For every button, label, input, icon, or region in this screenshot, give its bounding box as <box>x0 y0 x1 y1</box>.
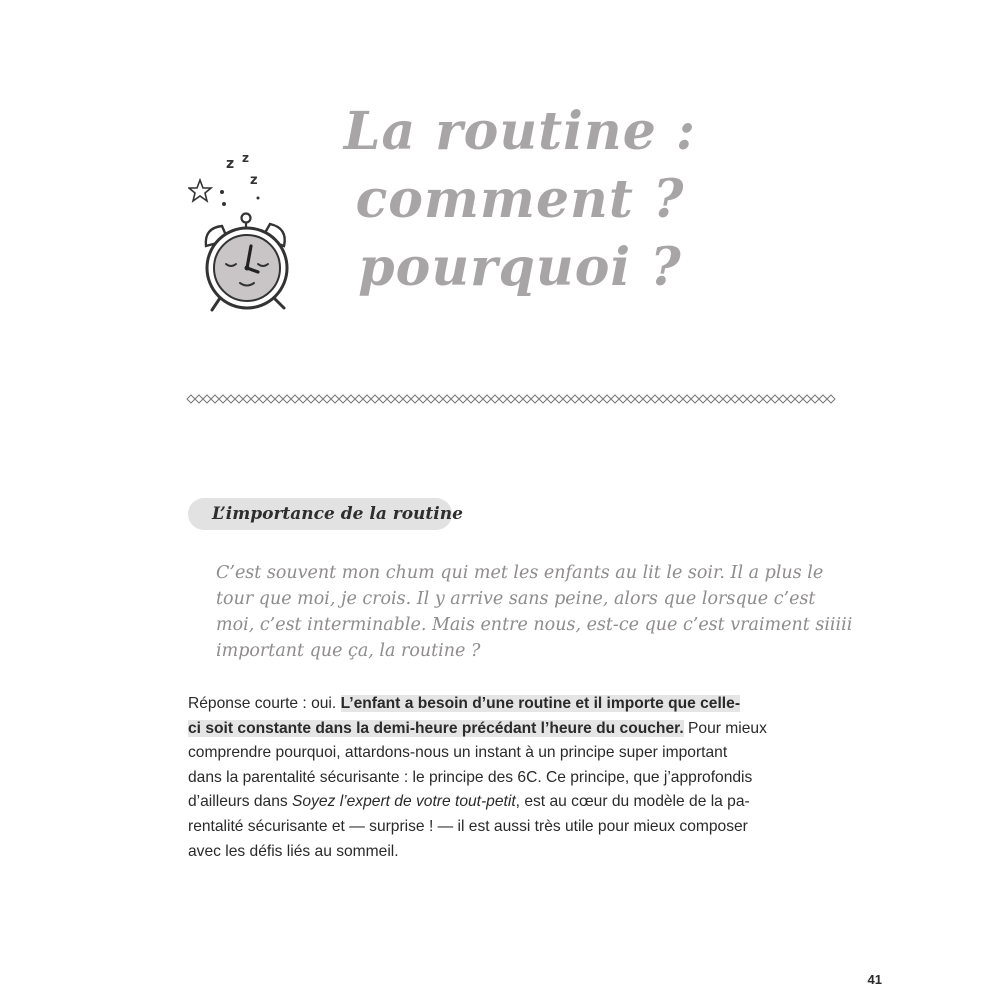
divider-diamond <box>515 395 523 403</box>
svg-text:z: z <box>250 173 258 188</box>
divider-diamond <box>699 395 707 403</box>
divider-diamond <box>315 395 323 403</box>
divider-diamond <box>267 395 275 403</box>
zzz-icon: z <box>226 156 235 172</box>
divider-diamond <box>411 395 419 403</box>
divider-diamond <box>547 395 555 403</box>
divider-diamond <box>211 395 219 403</box>
divider-diamond <box>795 395 803 403</box>
divider-diamond <box>419 395 427 403</box>
divider-diamond <box>387 395 395 403</box>
divider-diamond <box>307 395 315 403</box>
divider-diamond <box>459 395 467 403</box>
divider-diamond <box>691 395 699 403</box>
divider-diamond <box>283 395 291 403</box>
divider-diamond <box>539 395 547 403</box>
divider-diamond <box>787 395 795 403</box>
body-line-3: comprendre pourquoi, attardons-nous un instant à un principe super important <box>188 744 728 762</box>
divider-diamond <box>499 395 507 403</box>
divider-diamond <box>483 395 491 403</box>
divider-diamond <box>251 395 259 403</box>
divider-diamond <box>571 395 579 403</box>
body-paragraph <box>188 692 838 864</box>
quote-line: tour que moi, je crois. Il y arrive sans peine, alors que lorsque c’est <box>216 589 816 609</box>
section-heading-text: L’importance de la routine <box>212 504 463 524</box>
divider-diamond <box>755 395 763 403</box>
divider-diamond <box>739 395 747 403</box>
divider-diamond <box>819 395 827 403</box>
divider-diamond <box>643 395 651 403</box>
divider-diamond <box>595 395 603 403</box>
divider-diamond <box>347 395 355 403</box>
divider-diamond <box>555 395 563 403</box>
divider-diamond <box>435 395 443 403</box>
divider-diamond <box>659 395 667 403</box>
svg-text:z: z <box>242 151 249 165</box>
sleeping-alarm-clock-icon <box>188 150 303 325</box>
divider-diamond <box>355 395 363 403</box>
divider-diamond <box>715 395 723 403</box>
divider-diamond <box>299 395 307 403</box>
divider-diamond <box>627 395 635 403</box>
divider-diamond <box>427 395 435 403</box>
divider-diamond <box>339 395 347 403</box>
divider-diamond <box>683 395 691 403</box>
divider-diamond <box>203 395 211 403</box>
divider-diamond <box>467 395 475 403</box>
divider-diamond <box>195 395 203 403</box>
divider-diamond <box>827 395 835 403</box>
body-line-2: ci soit constante dans la demi-heure précédant l’heure du coucher. Pour mieux <box>188 719 767 737</box>
divider-diamond <box>235 395 243 403</box>
divider-diamond <box>395 395 403 403</box>
divider-diamond <box>587 395 595 403</box>
divider-diamond <box>451 395 459 403</box>
divider-diamond <box>763 395 771 403</box>
highlighted-text: L’enfant a besoin d’une routine et il importe que celle- <box>340 695 741 712</box>
divider-diamond <box>675 395 683 403</box>
chapter-title <box>300 98 740 302</box>
divider-diamond <box>619 395 627 403</box>
divider-diamond <box>259 395 267 403</box>
divider-diamond <box>443 395 451 403</box>
divider-diamond <box>667 395 675 403</box>
divider-diamond <box>779 395 787 403</box>
parent-quote <box>216 560 853 664</box>
divider-diamond <box>219 395 227 403</box>
divider-diamond <box>187 395 195 403</box>
divider-diamond <box>803 395 811 403</box>
title-line-3: pourquoi ? <box>358 237 682 298</box>
decorative-divider <box>186 391 836 407</box>
divider-diamond <box>635 395 643 403</box>
divider-diamond <box>651 395 659 403</box>
page-number: 41 <box>867 972 882 987</box>
divider-diamond <box>363 395 371 403</box>
divider-diamond <box>611 395 619 403</box>
divider-diamond <box>227 395 235 403</box>
body-line-7: avec les défis liés au sommeil. <box>188 842 399 860</box>
divider-diamond <box>603 395 611 403</box>
body-line-1: Réponse courte : oui. L’enfant a besoin d’une routine et il importe que celle- <box>188 695 741 712</box>
divider-diamond <box>707 395 715 403</box>
section-heading <box>188 498 463 530</box>
divider-diamond <box>323 395 331 403</box>
divider-diamond <box>491 395 499 403</box>
body-line-6: rentalité sécurisante et — surprise ! — il est aussi très utile pour mieux composer <box>188 817 748 835</box>
divider-diamond <box>331 395 339 403</box>
divider-diamond <box>723 395 731 403</box>
divider-diamond <box>531 395 539 403</box>
highlighted-text: ci soit constante dans la demi-heure précédant l’heure du coucher. <box>188 719 684 737</box>
divider-diamond <box>523 395 531 403</box>
divider-diamond <box>243 395 251 403</box>
body-line-5: d’ailleurs dans Soyez l’expert de votre tout-petit, est au cœur du modèle de la pa- <box>188 793 750 811</box>
quote-line: important que ça, la routine ? <box>216 641 481 661</box>
star-icon <box>189 180 211 201</box>
quote-line: C’est souvent mon chum qui met les enfants au lit le soir. Il a plus le <box>216 563 824 583</box>
divider-diamond <box>371 395 379 403</box>
divider-diamond <box>379 395 387 403</box>
divider-diamond <box>771 395 779 403</box>
quote-line: moi, c’est interminable. Mais entre nous, est-ce que c’est vraiment siiiii <box>216 615 853 635</box>
title-line-2: comment ? <box>355 169 685 230</box>
title-line-1: La routine : <box>343 101 697 162</box>
divider-diamond <box>563 395 571 403</box>
divider-diamond <box>731 395 739 403</box>
book-title-reference: Soyez l’expert de votre tout-petit <box>292 793 516 811</box>
divider-diamond <box>747 395 755 403</box>
divider-diamond <box>579 395 587 403</box>
divider-diamond <box>403 395 411 403</box>
divider-diamond <box>811 395 819 403</box>
divider-diamond <box>291 395 299 403</box>
divider-diamond <box>507 395 515 403</box>
divider-diamond <box>275 395 283 403</box>
divider-diamond <box>475 395 483 403</box>
body-line-4: dans la parentalité sécurisante : le principe des 6C. Ce principe, que j’approfondis <box>188 768 753 786</box>
